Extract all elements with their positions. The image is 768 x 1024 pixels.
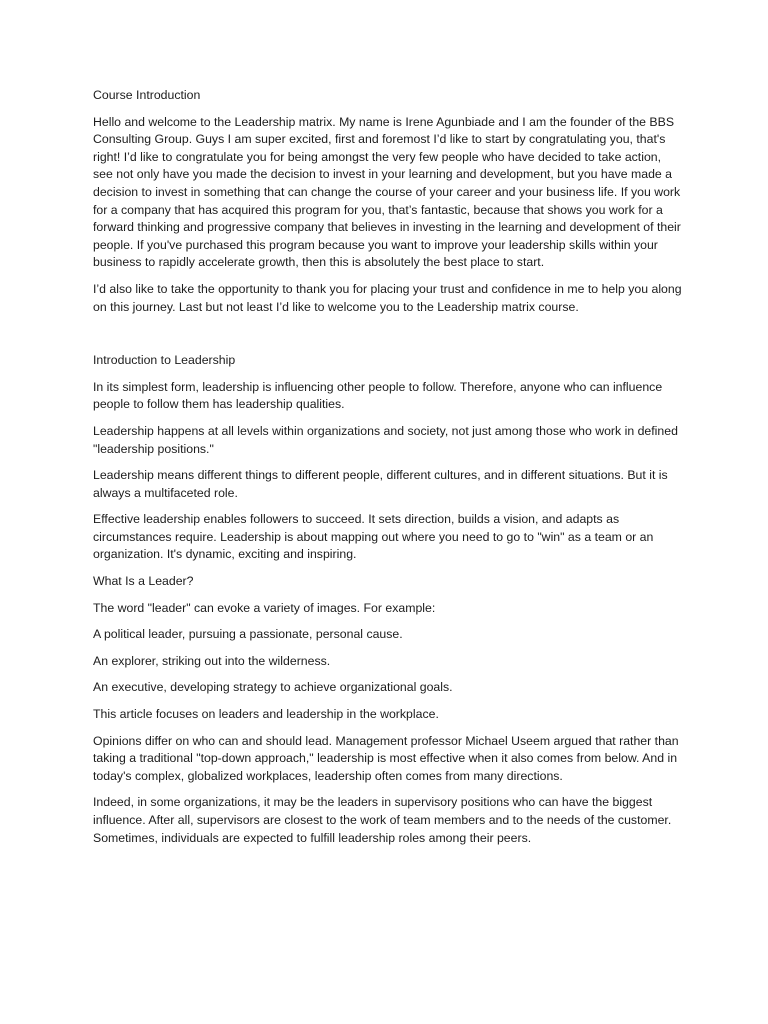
paragraph: An executive, developing strategy to achieve organizational goals. (93, 680, 453, 695)
heading-course-introduction: Course Introduction (93, 88, 201, 102)
paragraph: Leadership means different things to different people, different cultures, and in different situations. But it is always a multifaceted role. (93, 468, 668, 500)
paragraph: Indeed, in some organizations, it may be the leaders in supervisory positions who can have the biggest influence. After all, supervisors are closest to the work of team members and to the needs of the customer. Sometimes, individuals are expected to fulfill leadership roles among their peers. (93, 795, 672, 845)
document-page (93, 87, 683, 856)
paragraph: In its simplest form, leadership is influencing other people to follow. Therefore, anyone who can influence people to follow them has leadership qualities. (93, 379, 663, 412)
paragraph: I’d also like to take the opportunity to thank you for placing your trust and confidence in me to help you along on this journey. Last but not least I’d like to welcome you to the Leadership matrix course. (93, 281, 682, 314)
paragraph: Opinions differ on who can and should lead. Management professor Michael Useem argued that rather than taking a traditional "top-down approach," leadership is most effective when it also comes from below. And in today's complex, globalized workplaces, leadership often comes from many directions. (93, 733, 679, 783)
heading-introduction-to-leadership: Introduction to Leadership (93, 353, 236, 368)
heading-what-is-a-leader: What Is a Leader? (93, 574, 194, 589)
paragraph: A political leader, pursuing a passionate, personal cause. (93, 627, 403, 642)
paragraph: Leadership happens at all levels within organizations and society, not just among those who work in defined "leadership positions." (93, 423, 678, 456)
paragraph: Effective leadership enables followers to succeed. It sets direction, builds a vision, and adapts as circumstances require. Leadership is about mapping out where you need to go to "win" as a team or an organization. It's dynamic, exciting and inspiring. (93, 512, 654, 562)
paragraph: The word "leader" can evoke a variety of images. For example: (93, 600, 436, 615)
paragraph: This article focuses on leaders and leadership in the workplace. (93, 707, 439, 722)
paragraph: Hello and welcome to the Leadership matrix. My name is Irene Agunbiade and I am the founder of the BBS Consulting Group. Guys I am super excited, first and foremost I’d like to start by congratulating you, that's right! I’d like to congratulate you for being amongst the very few people who have decided to take action, see not only have you made the decision to invest in your learning and development, but you have made a decision to invest in something that can change the course of your career and your business life. If you work for a company that has acquired this program for you, that’s fantastic, because that shows you work for a forward thinking and progressive company that believes in investing in the learning and development of their people. If you've purchased this program because you want to improve your leadership skills within your business to rapidly accelerate growth, then this is absolutely the best place to start. (93, 114, 681, 270)
paragraph: An explorer, striking out into the wilderness. (93, 653, 331, 668)
section-spacer (93, 325, 683, 352)
